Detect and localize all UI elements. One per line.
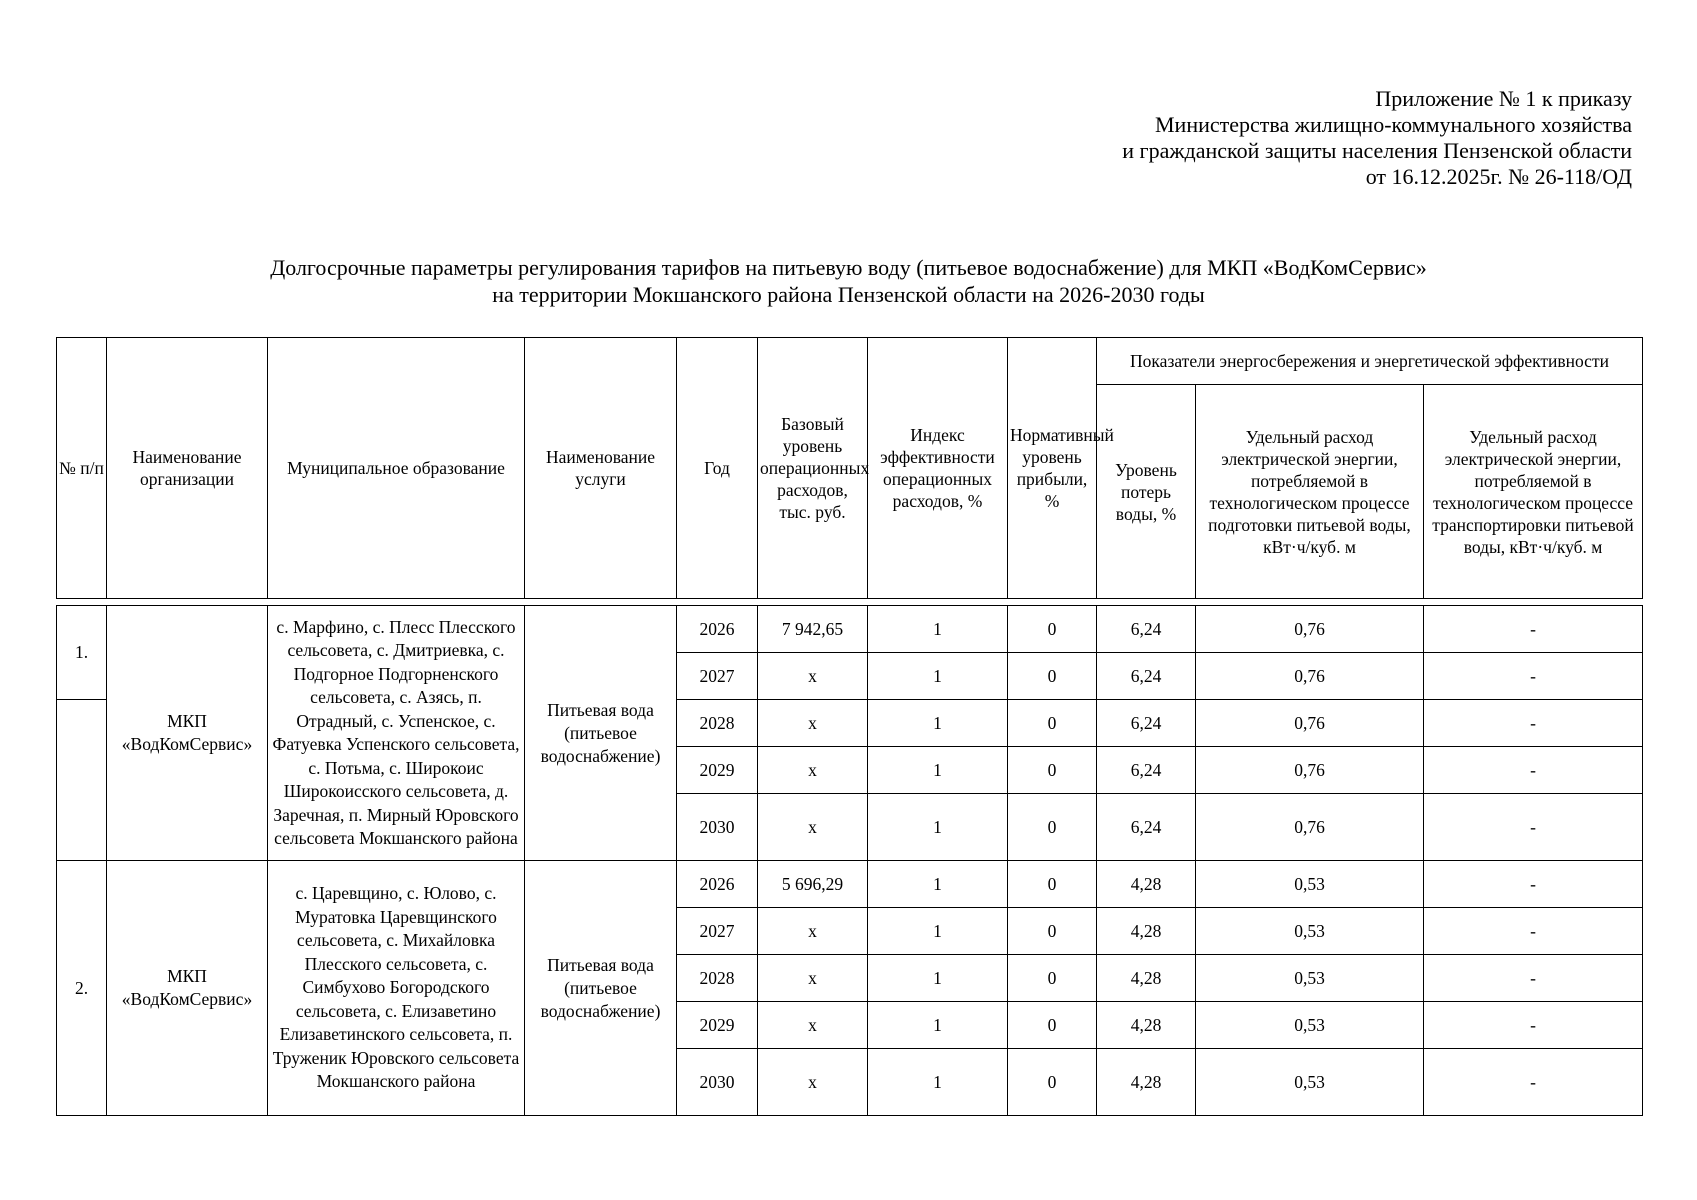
document-title	[0, 254, 1697, 308]
cell-base-opex: х	[758, 955, 868, 1002]
header-water-loss: Уровень потерь воды, %	[1097, 385, 1196, 599]
table-row	[57, 861, 1643, 908]
cell-energy-transport: -	[1424, 794, 1643, 861]
cell-profit: 0	[1008, 861, 1097, 908]
header-org: Наименование организации	[107, 338, 268, 599]
appendix-line: и гражданской защиты населения Пензенской области	[1122, 138, 1632, 163]
header-muni: Муниципальное образование	[268, 338, 525, 599]
cell-energy-transport: -	[1424, 700, 1643, 747]
cell-efficiency-index: 1	[868, 861, 1008, 908]
cell-water-loss: 6,24	[1097, 794, 1196, 861]
cell-base-opex: х	[758, 908, 868, 955]
cell-profit: 0	[1008, 606, 1097, 653]
cell-energy-prep: 0,53	[1196, 955, 1424, 1002]
cell-year: 2030	[677, 1049, 758, 1116]
cell-efficiency-index: 1	[868, 653, 1008, 700]
cell-water-loss: 6,24	[1097, 606, 1196, 653]
group-service: Питьевая вода (питьевое водоснабжение)	[525, 861, 677, 1116]
cell-energy-prep: 0,53	[1196, 861, 1424, 908]
cell-base-opex: х	[758, 794, 868, 861]
cell-year: 2029	[677, 1002, 758, 1049]
cell-water-loss: 4,28	[1097, 1002, 1196, 1049]
cell-year: 2028	[677, 955, 758, 1002]
title-line: Долгосрочные параметры регулирования тарифов на питьевую воду (питьевое водоснабжение) для МКП «ВодКомСервис»	[270, 255, 1427, 280]
header-energy-prep: Удельный расход электрической энергии, потребляемой в технологическом процессе подготовки питьевой воды, кВт·ч/куб. м	[1196, 385, 1424, 599]
parameters-table	[56, 337, 1643, 1116]
cell-year: 2027	[677, 653, 758, 700]
cell-profit: 0	[1008, 1049, 1097, 1116]
cell-efficiency-index: 1	[868, 1049, 1008, 1116]
cell-water-loss: 4,28	[1097, 955, 1196, 1002]
group-service: Питьевая вода (питьевое водоснабжение)	[525, 606, 677, 861]
header-energy-group: Показатели энергосбережения и энергетической эффективности	[1097, 338, 1643, 385]
cell-energy-transport: -	[1424, 1049, 1643, 1116]
group-org: МКП «ВодКомСервис»	[107, 606, 268, 861]
table-spacer	[57, 599, 1643, 606]
cell-water-loss: 6,24	[1097, 700, 1196, 747]
cell-water-loss: 4,28	[1097, 861, 1196, 908]
cell-efficiency-index: 1	[868, 747, 1008, 794]
cell-profit: 0	[1008, 955, 1097, 1002]
group-num: 2.	[57, 861, 107, 1116]
cell-efficiency-index: 1	[868, 908, 1008, 955]
appendix-line: Приложение № 1 к приказу	[1375, 86, 1632, 111]
cell-base-opex: х	[758, 1049, 868, 1116]
cell-energy-prep: 0,76	[1196, 794, 1424, 861]
cell-energy-transport: -	[1424, 606, 1643, 653]
cell-profit: 0	[1008, 1002, 1097, 1049]
cell-base-opex: 7 942,65	[758, 606, 868, 653]
header-year: Год	[677, 338, 758, 599]
cell-base-opex: 5 696,29	[758, 861, 868, 908]
cell-profit: 0	[1008, 653, 1097, 700]
cell-year: 2026	[677, 606, 758, 653]
cell-base-opex: х	[758, 653, 868, 700]
cell-energy-transport: -	[1424, 747, 1643, 794]
cell-energy-transport: -	[1424, 653, 1643, 700]
cell-profit: 0	[1008, 747, 1097, 794]
cell-water-loss: 4,28	[1097, 1049, 1196, 1116]
cell-energy-transport: -	[1424, 861, 1643, 908]
header-profit-norm: Нормативный уровень прибыли, %	[1008, 338, 1097, 599]
cell-profit: 0	[1008, 794, 1097, 861]
cell-year: 2026	[677, 861, 758, 908]
cell-energy-prep: 0,76	[1196, 606, 1424, 653]
group-num: 1.	[57, 606, 107, 700]
header-num: № п/п	[57, 338, 107, 599]
cell-energy-transport: -	[1424, 1002, 1643, 1049]
cell-efficiency-index: 1	[868, 955, 1008, 1002]
cell-energy-prep: 0,53	[1196, 908, 1424, 955]
header-service: Наименование услуги	[525, 338, 677, 599]
cell-energy-prep: 0,76	[1196, 653, 1424, 700]
cell-efficiency-index: 1	[868, 606, 1008, 653]
group-num-empty	[57, 700, 107, 861]
cell-water-loss: 4,28	[1097, 908, 1196, 955]
group-muni: с. Царевщино, с. Юлово, с. Муратовка Царевщинского сельсовета, с. Михайловка Плесского сельсовета, с. Симбухово Богородского сельсовета, с. Елизаветино Елизаветинского сельсовета, п. Труженик Юровского сельсовета Мокшанского района	[268, 861, 525, 1116]
cell-base-opex: х	[758, 700, 868, 747]
group-org: МКП «ВодКомСервис»	[107, 861, 268, 1116]
table-row	[57, 606, 1643, 653]
cell-base-opex: х	[758, 1002, 868, 1049]
cell-profit: 0	[1008, 700, 1097, 747]
cell-energy-transport: -	[1424, 955, 1643, 1002]
cell-efficiency-index: 1	[868, 700, 1008, 747]
header-base-opex: Базовый уровень операционных расходов, тыс. руб.	[758, 338, 868, 599]
header-energy-transport: Удельный расход электрической энергии, потребляемой в технологическом процессе транспортировки питьевой воды, кВт·ч/куб. м	[1424, 385, 1643, 599]
group-muni: с. Марфино, с. Плесс Плесского сельсовета, с. Дмитриевка, с. Подгорное Подгорненского сельсовета, с. Азясь, п. Отрадный, с. Успенское, с. Фатуевка Успенского сельсовета, с. Потьма, с. Широкоис Широкоисского сельсовета, д. Заречная, п. Мирный Юровского сельсовета Мокшанского района	[268, 606, 525, 861]
cell-profit: 0	[1008, 908, 1097, 955]
cell-year: 2027	[677, 908, 758, 955]
cell-efficiency-index: 1	[868, 794, 1008, 861]
header-efficiency-index: Индекс эффективности операционных расходов, %	[868, 338, 1008, 599]
cell-water-loss: 6,24	[1097, 747, 1196, 794]
cell-energy-prep: 0,76	[1196, 700, 1424, 747]
appendix-line: Министерства жилищно-коммунального хозяйства	[1154, 112, 1632, 137]
cell-energy-prep: 0,53	[1196, 1049, 1424, 1116]
cell-energy-prep: 0,53	[1196, 1002, 1424, 1049]
appendix-line: от 16.12.2025г. № 26-118/ОД	[1365, 164, 1632, 189]
cell-year: 2028	[677, 700, 758, 747]
cell-year: 2029	[677, 747, 758, 794]
cell-energy-prep: 0,76	[1196, 747, 1424, 794]
cell-year: 2030	[677, 794, 758, 861]
cell-water-loss: 6,24	[1097, 653, 1196, 700]
cell-energy-transport: -	[1424, 908, 1643, 955]
appendix-header	[1122, 86, 1632, 190]
cell-efficiency-index: 1	[868, 1002, 1008, 1049]
title-line: на территории Мокшанского района Пензенской области на 2026-2030 годы	[492, 282, 1205, 307]
cell-base-opex: х	[758, 747, 868, 794]
